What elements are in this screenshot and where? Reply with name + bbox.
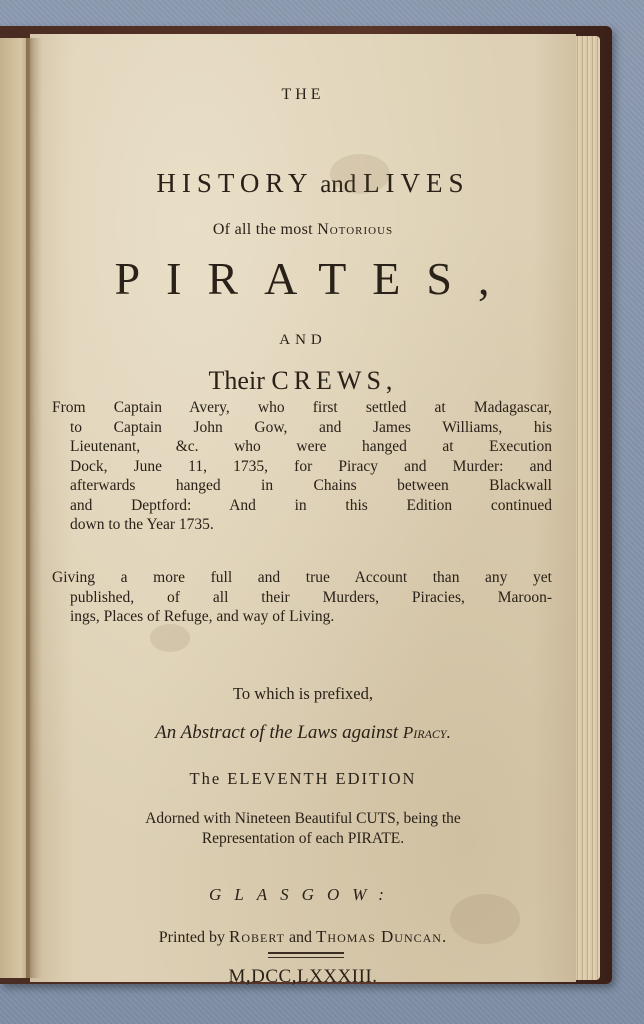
account-line: ings, Places of Refuge, and way of Living. [70,608,335,625]
description-line: Dock, June 11, 1735, for Piracy and Murder: and [70,457,552,475]
adorned-line: Adorned with Nineteen Beautiful CUTS, being the [145,810,461,827]
double-rule-top [268,952,344,954]
printer-thomas-duncan: Thomas Duncan. [316,927,448,946]
abstract-main: An Abstract of the Laws against [155,722,399,743]
imprint-printer [30,927,576,947]
heading-and: and [320,171,357,198]
heading-history-and-lives [40,168,586,199]
description-line: and Deptford: And in this Edition continued [70,496,552,514]
prefixed-line: To which is prefixed, [233,684,373,703]
their-word: Their [208,366,265,395]
printer-robert: Robert [228,927,285,946]
abstract-piracy: Piracy. [402,723,451,742]
description-line: Lieutenant, &c. who were hanged at Execution [70,438,552,455]
crews-word: CREWS, [271,366,398,395]
printed-and: and [288,929,313,946]
adorned-line: Representation of each PIRATE. [201,830,405,847]
description-line: to Captain John Gow, and James Williams, his [70,418,552,436]
account-line: published, of all their Murders, Piracies, Maroon- [70,588,552,606]
heading-and-caps: AND [279,332,327,348]
description-line: afterwards hanged in Chains between Blackwall [70,477,552,494]
book-gutter [26,38,42,978]
heading-history: HISTORY [156,168,314,198]
heading-their-crews [30,366,576,396]
account-line: Giving a more full and true Account than any yet [52,569,552,586]
heading-pirates: PIRATES, [114,253,516,304]
description-line: down to the Year 1735. [70,516,214,533]
edition-line: The ELEVENTH EDITION [189,769,417,788]
heading-lives: LIVES [363,168,470,198]
imprint-place: GLASGOW: [209,885,397,904]
double-rule-bottom [268,957,344,958]
printed-prefix: Printed by [158,929,225,946]
notorious-word: Notorious [317,221,394,238]
account-paragraph [52,568,552,627]
description-line: From Captain Avery, who first settled at Madagascar, [52,399,552,416]
description-paragraph [52,398,552,535]
subheading-notorious [30,221,576,239]
imprint-date: M,DCC,LXXXIII. [228,966,378,987]
title-page [30,34,576,987]
paper-stain [150,624,190,652]
heading-the: THE [281,86,325,103]
notorious-prefix: Of all the most [212,221,313,238]
abstract-line [30,722,576,744]
